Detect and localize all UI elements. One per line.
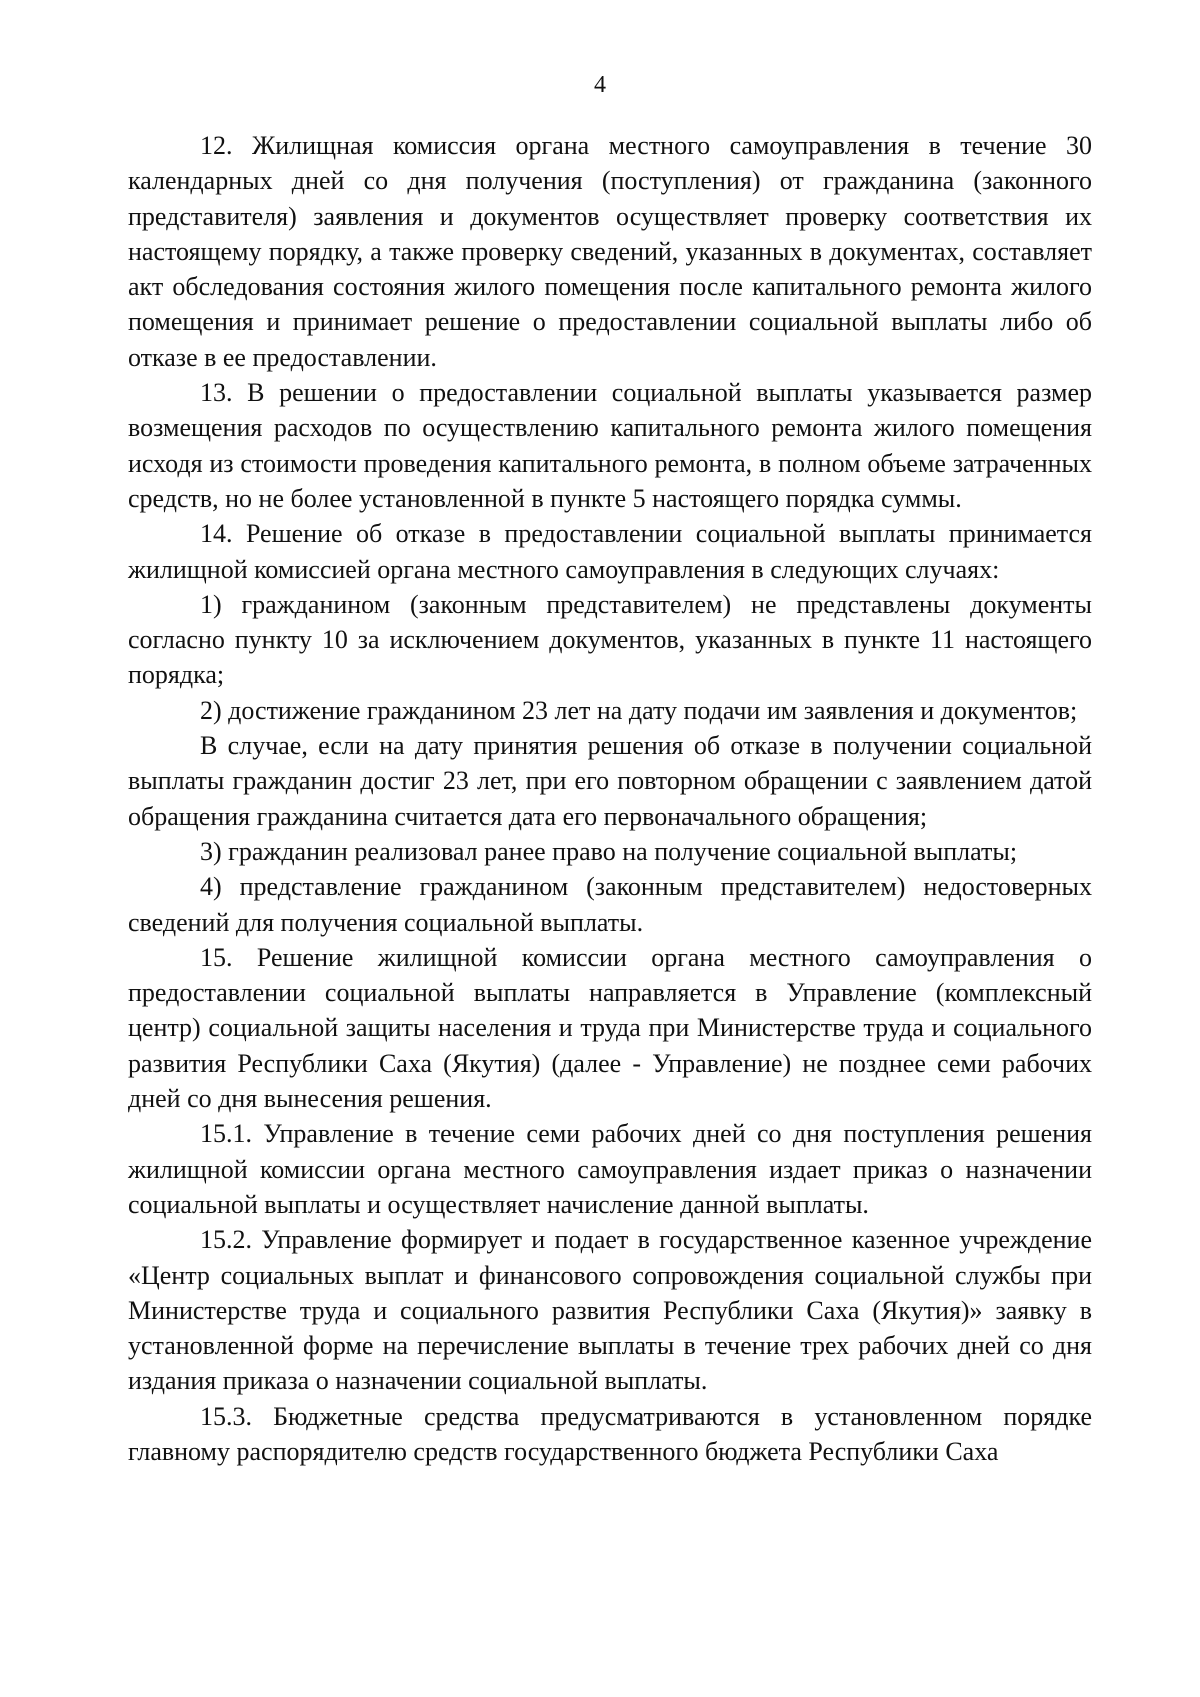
paragraph-14: 14. Решение об отказе в предоставлении социальной выплаты принимается жилищной комиссией органа местного самоуправления в следующих случаях: [128,519,1092,584]
paragraph-12: 12. Жилищная комиссия органа местного самоуправления в течение 30 календарных дней со дня получения (поступления) от гражданина (законного представителя) заявления и документов осуществляет проверку соответствия их настоящему порядку, а также проверку сведений, указанных в документах, составляет акт обследования состояния жилого помещения после капитального ремонта жилого помещения и принимает решение о предоставлении социальной выплаты либо об отказе в ее предоставлении. [128,131,1092,372]
page-number: 4 [594,72,606,98]
paragraph-14-item-1: 1) гражданином (законным представителем) не представлены документы согласно пункту 10 за исключением документов, указанных в пункте 11 настоящего порядка; [128,589,1092,690]
paragraph-14-item-3: 3) гражданин реализовал ранее право на получение социальной выплаты; [200,836,1018,866]
paragraph-14-item-4: 4) представление гражданином (законным представителем) недостоверных сведений для получения социальной выплаты. [128,872,1092,937]
paragraph-14-item-2-note: В случае, если на дату принятия решения об отказе в получении социальной выплаты гражданин достиг 23 лет, при его повторном обращении с заявлением датой обращения гражданина считается дата его первоначального обращения; [128,731,1092,831]
document-body [128,128,1092,1469]
paragraph-14-item-2: 2) достижение гражданином 23 лет на дату подачи им заявления и документов; [200,695,1078,725]
paragraph-15-2: 15.2. Управление формирует и подает в государственное казенное учреждение «Центр социальных выплат и финансового сопровождения социальной службы при Министерстве труда и социального развития Республики Саха (Якутия)» заявку в установленной форме на перечисление выплаты в течение трех рабочих дней со дня издания приказа о назначении социальной выплаты. [128,1225,1092,1396]
paragraph-15-1: 15.1. Управление в течение семи рабочих дней со дня поступления решения жилищной комиссии органа местного самоуправления издает приказ о назначении социальной выплаты и осуществляет начисление данной выплаты. [128,1119,1092,1219]
paragraph-13: 13. В решении о предоставлении социальной выплаты указывается размер возмещения расходов по осуществлению капитального ремонта жилого помещения исходя из стоимости проведения капитального ремонта, в полном объеме затраченных средств, но не более установленной в пункте 5 настоящего порядка суммы. [128,378,1092,513]
paragraph-15: 15. Решение жилищной комиссии органа местного самоуправления о предоставлении социальной выплаты направляется в Управление (комплексный центр) социальной защиты населения и труда при Министерстве труда и социального развития Республики Саха (Якутия) (далее - Управление) не позднее семи рабочих дней со дня вынесения решения. [128,942,1092,1114]
paragraph-15-3: 15.3. Бюджетные средства предусматриваются в установленном порядке главному распорядителю средств государственного бюджета Республики Саха [128,1401,1092,1466]
